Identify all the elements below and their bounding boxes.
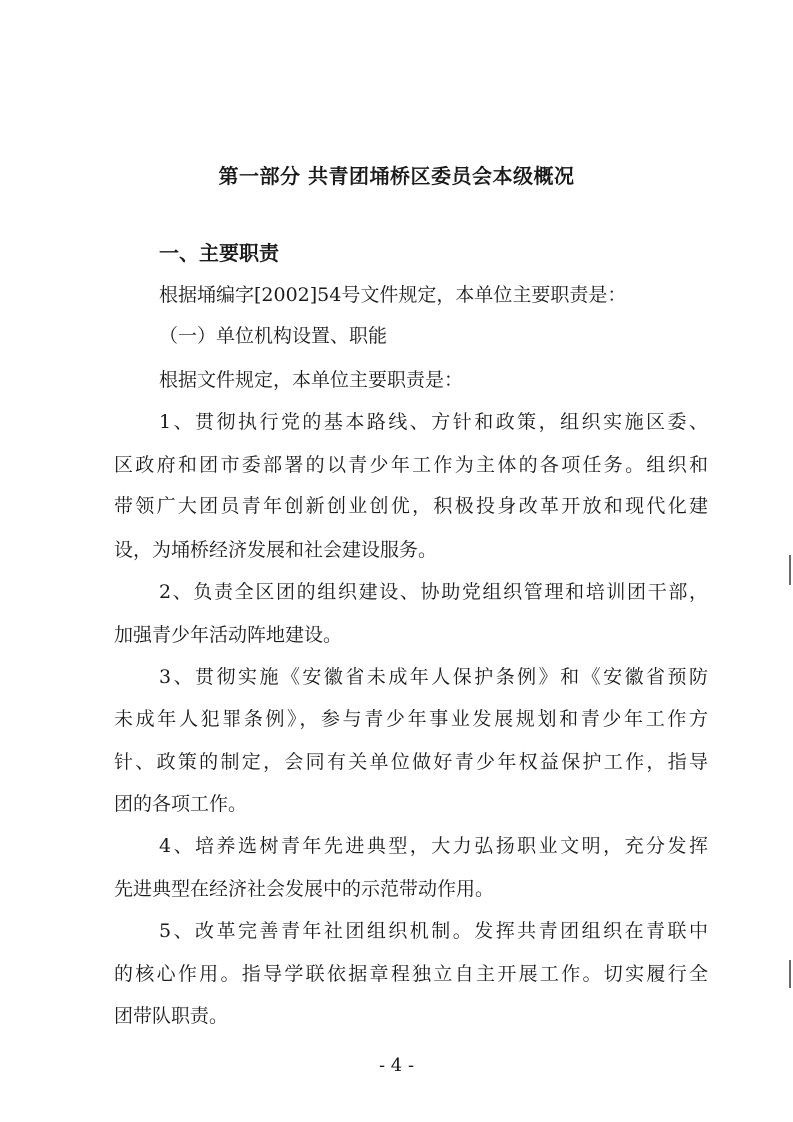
- paragraph-5-line-3: 团带队职责。: [114, 1005, 229, 1027]
- paragraph-1-line-1: 1、贯彻执行党的基本路线、方针和政策，组织实施区委、: [159, 411, 708, 433]
- paragraph-4-line-1: 4、培养选树青年先进典型，大力弘扬职业文明，充分发挥: [159, 835, 708, 857]
- section-heading: 一、主要职责: [159, 241, 279, 265]
- scan-edge-mark: [789, 555, 791, 585]
- paragraph-2-line-2: 加强青少年活动阵地建设。: [114, 624, 343, 646]
- page-title: 第一部分 共青团埇桥区委员会本级概况: [218, 164, 575, 188]
- subheading: （一）单位机构设置、职能: [159, 325, 388, 347]
- page-number: - 4 -: [378, 1055, 415, 1076]
- paragraph-2-line-1: 2、负责全区团的组织建设、协助党组织管理和培训团干部，: [159, 581, 708, 603]
- intro-line: 根据埇编字[2002]54号文件规定，本单位主要职责是：: [159, 284, 627, 306]
- paragraph-3-line-4: 团的各项工作。: [114, 793, 248, 815]
- paragraph-3-line-3: 针、政策的制定，会同有关单位做好青少年权益保护工作，指导: [114, 751, 708, 773]
- paragraph-3-line-1: 3、贯彻实施《安徽省未成年人保护条例》和《安徽省预防: [159, 666, 708, 688]
- paragraph-1-line-2: 区政府和团市委部署的以青少年工作为主体的各项任务。组织和: [114, 454, 708, 476]
- paragraph-1-line-4: 设，为埇桥经济发展和社会建设服务。: [114, 539, 438, 561]
- paragraph-3-line-2: 未成年人犯罪条例》，参与青少年事业发展规划和青少年工作方: [114, 708, 708, 730]
- paragraph-5-line-1: 5、改革完善青年社团组织机制。发挥共青团组织在青联中: [159, 920, 708, 942]
- intro-line-2: 根据文件规定，本单位主要职责是：: [159, 369, 464, 391]
- paragraph-1-line-3: 带领广大团员青年创新创业创优，积极投身改革开放和现代化建: [114, 495, 708, 517]
- scan-edge-mark: [789, 960, 791, 988]
- paragraph-5-line-2: 的核心作用。指导学联依据章程独立自主开展工作。切实履行全: [114, 963, 708, 985]
- paragraph-4-line-2: 先进典型在经济社会发展中的示范带动作用。: [114, 878, 495, 900]
